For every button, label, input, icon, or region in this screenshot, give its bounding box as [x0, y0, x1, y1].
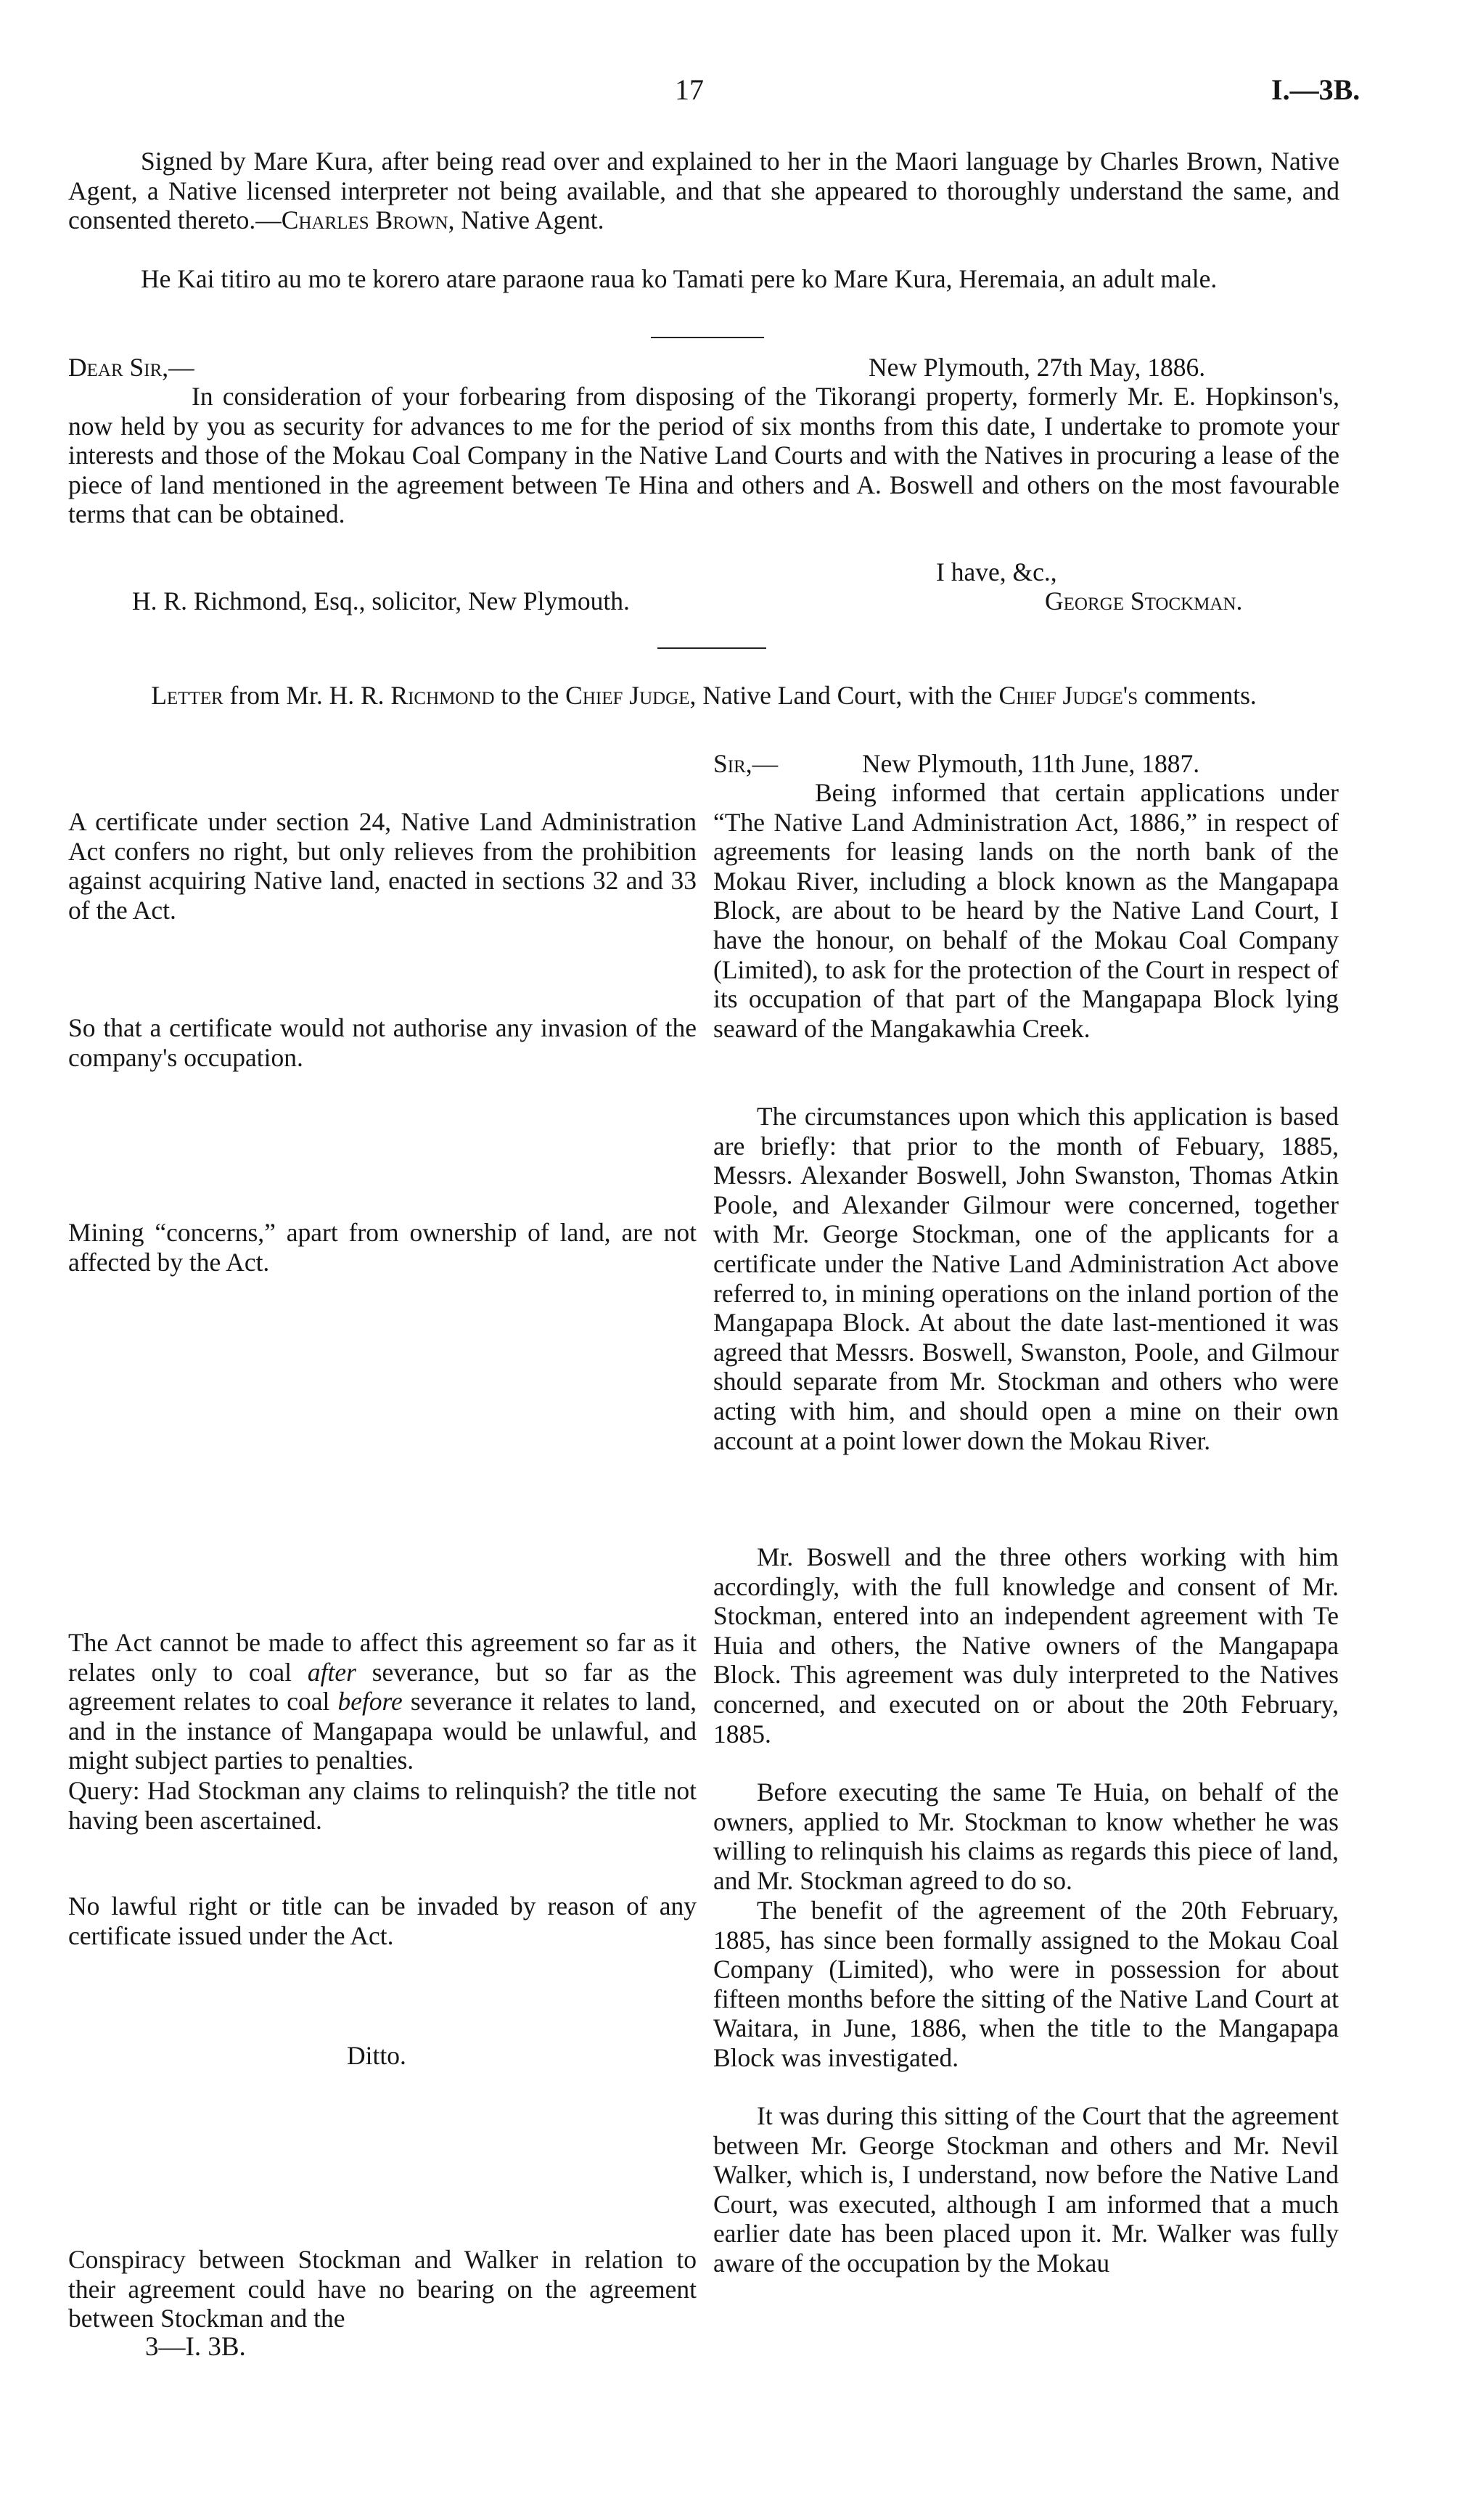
letter2-title: Letter from Mr. H. R. Richmond to the Chief Judge, Native Land Court, with the Chief Judge's comments.	[151, 681, 1257, 710]
letter1-closing: I have, &c.,	[936, 557, 1057, 586]
page-number: 17	[675, 73, 704, 106]
signed-note: Signed by Mare Kura, after being read over and explained to her in the Maori language by Charles Brown, Native Agent, a Native licensed interpreter not being available, and that she appeared to thoroughly understand the same, and consented thereto.—Charles Brown, Native Agent.	[68, 147, 1339, 235]
letter2-paragraph-6: It was during this sitting of the Court that the agreement between Mr. George Stockman and others and Mr. Nevil Walker, which is, I understand, now before the Native Land Court, was executed, although I am informed that a much earlier date has been placed upon it. Mr. Walker was fully aware of the occupation by the Mokau	[713, 2101, 1339, 2278]
comment-conspiracy: Conspiracy between Stockman and Walker in relation to their agreement could have no bearing on the agreement between Stockman and the	[68, 2245, 697, 2333]
letter2-paragraph-3: Mr. Boswell and the three others working with him accordingly, with the full knowledge and consent of Mr. Stockman, entered into an independent agreement with Te Huia and others, the Native owners of the Mangapapa Block. This agreement was duly interpreted to the Natives concerned, and executed on or about the 20th February, 1885.	[713, 1542, 1339, 1748]
comment-certificate-rights: A certificate under section 24, Native Land Administration Act confers no right, but only relieves from the prohibition against acquiring Native land, enacted in sections 32 and 33 of the Act.	[68, 807, 697, 925]
letter1-place-date: New Plymouth, 27th May, 1886.	[869, 353, 1206, 382]
letter2-paragraph-5: The benefit of the agreement of the 20th February, 1885, has since been formally assigned to the Mokau Coal Company (Limited), who were in possession for about fifteen months before the sitting of the Native Land Court at Waitara, in June, 1886, when the title to the Mangapapa Block was investigated.	[713, 1896, 1339, 2072]
signer-name: Charles Brown	[281, 205, 448, 235]
section-divider	[651, 337, 764, 338]
letter2-salutation: Sir,—	[713, 749, 779, 778]
section-divider	[657, 647, 766, 649]
signature-mark: 3—I. 3B.	[145, 2332, 246, 2362]
letter1-addressee: H. R. Richmond, Esq., solicitor, New Plymouth.	[132, 586, 630, 615]
comment-lawful-right: No lawful right or title can be invaded by reason of any certificate issued under the Act.	[68, 1891, 697, 1950]
comment-coal-severance: The Act cannot be made to affect this agreement so far as it relates only to coal after severance, but so far as the agreement relates to coal before severance it relates to land, and in the instance of Mangapapa would be unlawful, and might subject parties to penalties.	[68, 1628, 697, 1775]
comment-query: Query: Had Stockman any claims to relinquish? the title not having been ascertained.	[68, 1776, 697, 1835]
letter2-paragraph-4: Before executing the same Te Huia, on behalf of the owners, applied to Mr. Stockman to know whether he was willing to relinquish his claims as regards this piece of land, and Mr. Stockman agreed to do so.	[713, 1778, 1339, 1895]
letter1-salutation: Dear Sir,—	[68, 353, 194, 382]
document-reference: I.—3B.	[1271, 73, 1360, 106]
comment-company-occupation: So that a certificate would not authorise any invasion of the company's occupation.	[68, 1013, 697, 1072]
letter2-place-date: New Plymouth, 11th June, 1887.	[862, 749, 1200, 778]
maori-note: He Kai titiro au mo te korero atare paraone raua ko Tamati pere ko Mare Kura, Heremaia, an adult male.	[141, 264, 1218, 293]
letter2-paragraph-2: The circumstances upon which this application is based are briefly: that prior to the month of Febuary, 1885, Messrs. Alexander Boswell, John Swanston, Thomas Atkin Poole, and Alexander Gilmour were concerned, together with Mr. George Stockman, one of the applicants for a certificate under the Native Land Administration Act above referred to, in mining operations on the inland portion of the Mangapapa Block. At about the date last-mentioned it was agreed that Messrs. Boswell, Swanston, Poole, and Gilmour should separate from Mr. Stockman and others who were acting with him, and should open a mine on their own account at a point lower down the Mokau River.	[713, 1102, 1339, 1455]
comment-mining-concerns: Mining “concerns,” apart from ownership of land, are not affected by the Act.	[68, 1218, 697, 1277]
letter1-signature: George Stockman.	[1045, 586, 1243, 615]
letter2-paragraph-1: Being informed that certain applications under “The Native Land Administration Act, 1886,” in respect of agreements for leasing lands on the north bank of the Mokau River, including a block known as the Mangapapa Block, are about to be heard by the Native Land Court, I have the honour, on behalf of the Mokau Coal Company (Limited), to ask for the protection of the Court in respect of its occupation of that part of the Mangapapa Block lying seaward of the Mangakawhia Creek.	[713, 778, 1339, 1043]
letter1-body: In consideration of your forbearing from disposing of the Tikorangi property, formerly Mr. E. Hopkinson's, now held by you as security for advances to me for the period of six months from this date, I undertake to promote your interests and those of the Mokau Coal Company in the Native Land Courts and with the Natives in procuring a lease of the piece of land mentioned in the agreement between Te Hina and others and A. Boswell and others on the most favourable terms that can be obtained.	[68, 382, 1339, 529]
comment-ditto: Ditto.	[347, 2041, 406, 2070]
